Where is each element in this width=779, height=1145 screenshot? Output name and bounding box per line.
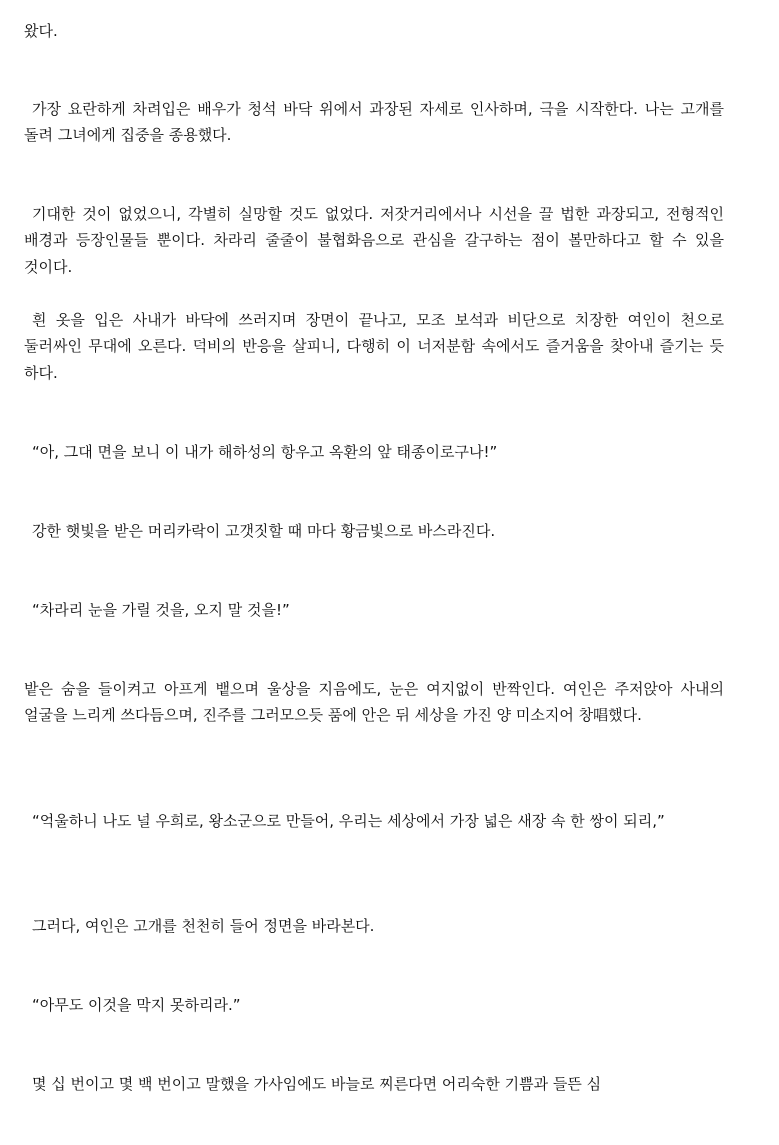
dialogue-2: “차라리 눈을 가릴 것을, 오지 말 것을!” [32, 601, 290, 619]
paragraph-5: 강한 햇빛을 받은 머리카락이 고갯짓할 때 마다 황금빛으로 바스라진다. [32, 522, 496, 540]
paragraph-1: 왔다. [24, 22, 58, 40]
dialogue-3: “억울하니 나도 널 우희로, 왕소군으로 만들어, 우리는 세상에서 가장 넓은 새장 속 한 쌍이 되리,” [32, 812, 665, 830]
paragraph-6: 밭은 숨을 들이켜고 아프게 뱉으며 울상을 지음에도, 눈은 여지없이 반짝인다. 여인은 주저앉아 사내의 얼굴을 느리게 쓰다듬으며, 진주를 그러모으듯 품에 안은 뒤 세상을 가진 양 미소지어 창唱했다. [24, 680, 724, 725]
dialogue-1: “아, 그대 면을 보니 이 내가 해하성의 항우고 옥환의 앞 태종이로구나!” [32, 443, 498, 461]
paragraph-2: 가장 요란하게 차려입은 배우가 청석 바닥 위에서 과장된 자세로 인사하며, 극을 시작한다. 나는 고개를 돌려 그녀에게 집중을 종용했다. [24, 100, 724, 145]
paragraph-7: 그러다, 여인은 고개를 천천히 들어 정면을 바라본다. [32, 917, 375, 935]
paragraph-3: 기대한 것이 없었으니, 각별히 실망할 것도 없었다. 저잣거리에서나 시선을 끌 법한 과장되고, 전형적인 배경과 등장인물들 뿐이다. 차라리 줄줄이 불협화음으로 관심을 갈구하는 점이 볼만하다고 할 수 있을 것이다. [24, 205, 724, 276]
paragraph-4: 흰 옷을 입은 사내가 바닥에 쓰러지며 장면이 끝나고, 모조 보석과 비단으로 치장한 여인이 천으로 둘러싸인 무대에 오른다. 덕비의 반응을 살피니, 다행히 이 너저분함 속에서도 즐거움을 찾아내 즐기는 듯 하다. [24, 311, 724, 382]
dialogue-4: “아무도 이것을 막지 못하리라.” [32, 996, 241, 1014]
document-page [24, 0, 724, 1145]
paragraph-8: 몇 십 번이고 몇 백 번이고 말했을 가사임에도 바늘로 찌른다면 어리숙한 기쁨과 들뜬 심 [32, 1075, 602, 1093]
